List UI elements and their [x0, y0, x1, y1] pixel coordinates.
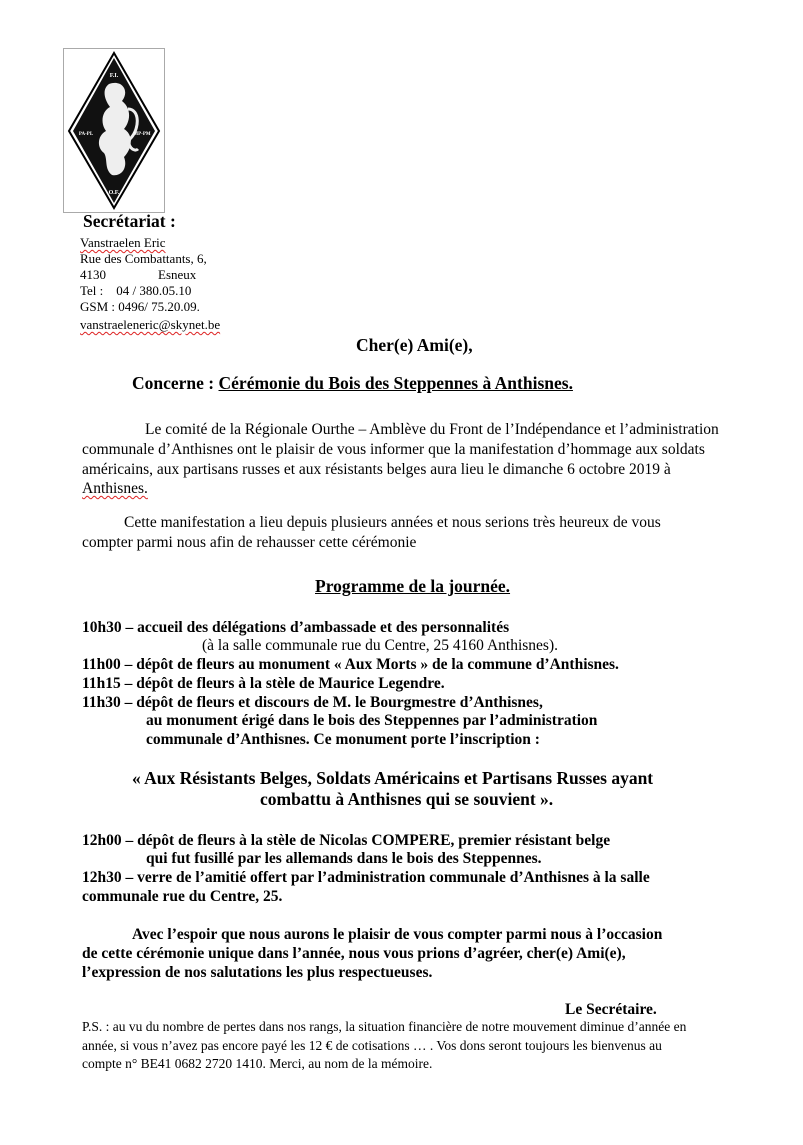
greeting: Cher(e) Ami(e),	[356, 335, 473, 355]
programme-item: 11h15 – dépôt de fleurs à la stèle de Maurice Legendre.	[82, 675, 445, 692]
email-link[interactable]: vanstraeleneric@skynet.be	[80, 317, 221, 332]
closing-line: Avec l’espoir que nous aurons le plaisir de vous compter parmi nous à l’occasion	[132, 926, 663, 943]
paragraph2-line: Cette manifestation a lieu depuis plusieurs années et nous serions très heureux de vous	[124, 514, 661, 531]
programme-title: Programme de la journée.	[315, 576, 511, 596]
signature: Le Secrétaire.	[565, 1001, 657, 1018]
city: Esneux	[158, 267, 197, 282]
street-address: Rue des Combattants, 6,	[80, 251, 207, 266]
programme-item-detail: communale d’Anthisnes. Ce monument porte l’inscription :	[146, 731, 540, 748]
paragraph2-line: compter parmi nous afin de rehausser cette cérémonie	[82, 534, 417, 551]
programme-item: 11h30 – dépôt de fleurs et discours de M. le Bourgmestre d’Anthisnes,	[82, 694, 543, 711]
svg-text:PA-PL: PA-PL	[78, 132, 94, 137]
svg-text:O.F.: O.F.	[108, 190, 120, 196]
paragraph1-line: Anthisnes.	[82, 480, 148, 497]
postcode: 4130	[80, 267, 106, 282]
paragraph1-line: Le comité de la Régionale Ourthe – Amblève du Front de l’Indépendance et l’administration	[145, 421, 719, 438]
programme-item-detail: (à la salle communale rue du Centre, 25 4160 Anthisnes).	[202, 637, 558, 654]
secretariat-heading: Secrétariat :	[83, 211, 176, 231]
closing-line: l’expression de nos salutations les plus respectueuses.	[82, 964, 433, 981]
gsm: GSM : 0496/ 75.20.09.	[80, 299, 200, 314]
programme-item: 11h00 – dépôt de fleurs au monument « Aux Morts » de la commune d’Anthisnes.	[82, 656, 619, 673]
inscription-line: « Aux Résistants Belges, Soldats Américains et Partisans Russes ayant	[132, 768, 654, 788]
svg-text:MP-PM: MP-PM	[133, 132, 151, 137]
lion-diamond-icon	[64, 49, 164, 212]
programme-item-detail: au monument érigé dans le bois des Steppennes par l’administration	[146, 712, 598, 729]
closing-line: de cette cérémonie unique dans l’année, nous vous prions d’agréer, cher(e) Ami(e),	[82, 945, 626, 962]
programme-item: 12h30 – verre de l’amitié offert par l’administration communale d’Anthisnes à la salle	[82, 869, 650, 886]
subject-title: Cérémonie du Bois des Steppennes à Anthisnes.	[218, 373, 573, 393]
paragraph1-line: américains, aux partisans russes et aux résistants belges aura lieu le dimanche 6 octobre 2019 à	[82, 461, 671, 478]
subject-line	[132, 375, 573, 393]
programme-item-detail: qui fut fusillé par les allemands dans le bois des Steppennes.	[146, 850, 542, 867]
postscript-line: P.S. : au vu du nombre de pertes dans nos rangs, la situation financière de notre mouvement diminue d’année en	[82, 1019, 687, 1034]
programme-item: 12h00 – dépôt de fleurs à la stèle de Nicolas COMPERE, premier résistant belge	[82, 832, 611, 849]
programme-item: 10h30 – accueil des délégations d’ambassade et des personnalités	[82, 619, 510, 636]
logo-text: F.I.	[109, 73, 119, 79]
inscription-line: combattu à Anthisnes qui se souvient ».	[260, 789, 554, 809]
telephone: Tel : 04 / 380.05.10	[80, 283, 192, 298]
postscript-line: année, si vous n’avez pas encore payé les 12 € de cotisations … . Vos dons seront toujours les bienvenus au	[82, 1038, 662, 1053]
secretary-name: Vanstraelen Eric	[80, 235, 166, 250]
paragraph1-line: communale d’Anthisnes ont le plaisir de vous informer que la manifestation d’hommage aux soldats	[82, 441, 705, 458]
postscript-line: compte n° BE41 0682 2720 1410. Merci, au nom de la mémoire.	[82, 1056, 433, 1071]
subject-label: Concerne :	[132, 373, 219, 393]
fi-emblem-logo	[63, 48, 165, 213]
programme-item-detail: communale rue du Centre, 25.	[82, 888, 283, 905]
